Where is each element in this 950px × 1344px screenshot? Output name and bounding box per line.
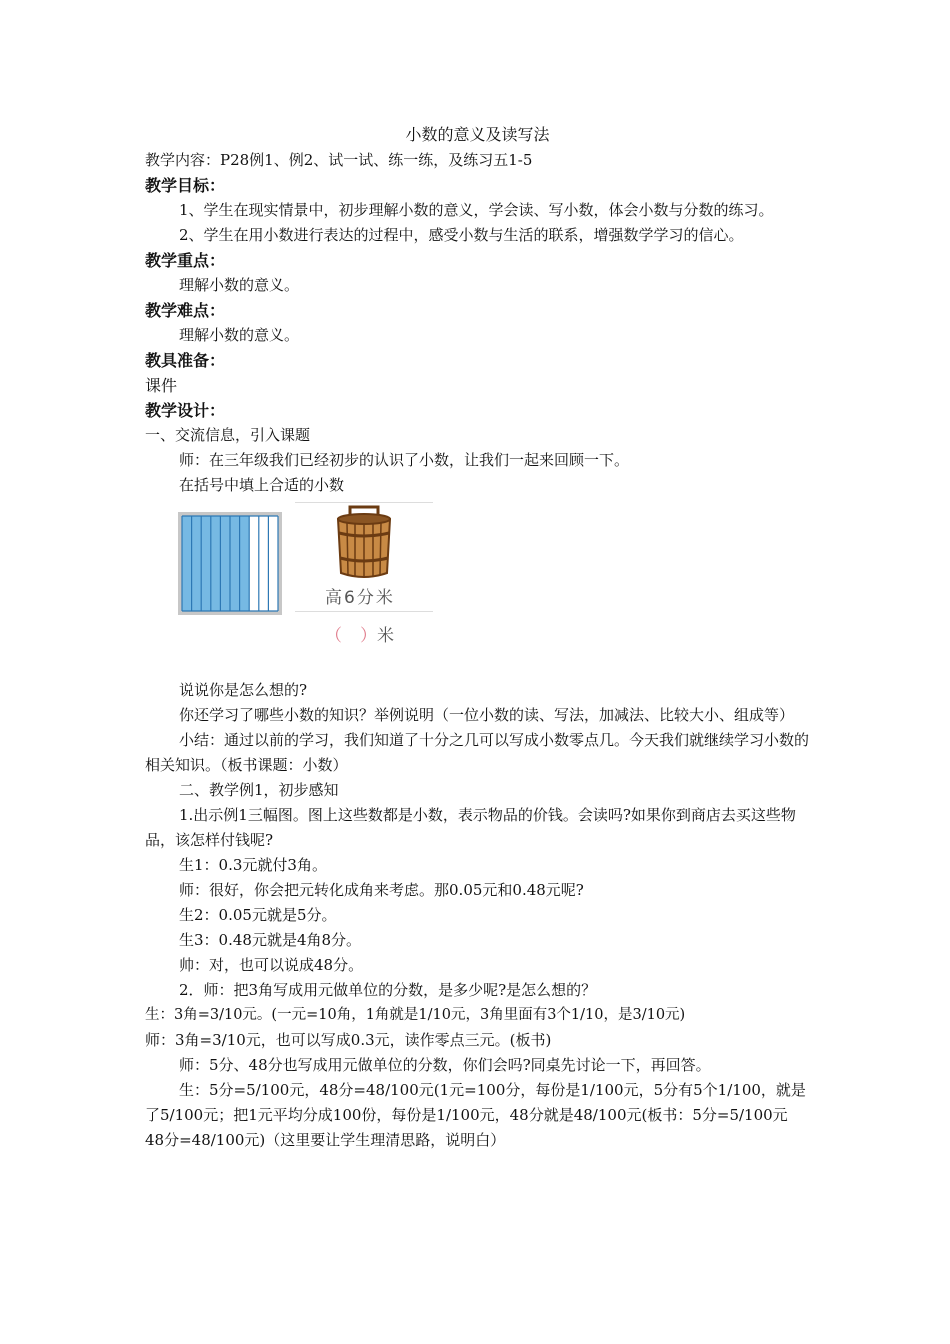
caption-divider	[295, 611, 433, 612]
paragraph: 说说你是怎么想的?	[179, 681, 308, 699]
design-heading: 教学设计：	[145, 401, 226, 420]
paragraph: 师：5分、48分也写成用元做单位的分数，你们会吗?同桌先讨论一下，再回答。	[179, 1056, 711, 1074]
paragraph: 师：很好，你会把元转化成角来考虑。那0.05元和0.48元呢?	[179, 881, 584, 899]
bucket-icon	[295, 503, 433, 583]
paragraph: 生3：0.48元就是4角8分。	[179, 931, 362, 949]
paragraph: 生1：0.3元就付3角。	[179, 856, 327, 874]
answer-blank	[325, 621, 394, 646]
document-page	[145, 122, 810, 1153]
paragraph: 师：3角=3/10元，也可以写成0.3元，读作零点三元。(板书)	[145, 1031, 552, 1049]
section-2-heading: 二、教学例1，初步感知	[179, 781, 339, 799]
bucket-figure	[295, 502, 433, 651]
goal-1: 1、学生在现实情景中，初步理解小数的意义，学会读、写小数，体会小数与分数的练习。	[179, 201, 774, 219]
paragraph: 帅：对，也可以说成48分。	[179, 956, 364, 974]
tenths-grid-figure	[178, 512, 282, 615]
paragraph: 2．师：把3角写成用元做单位的分数，是多少呢?是怎么想的？	[179, 981, 597, 999]
difficulty-text: 理解小数的意义。	[179, 326, 300, 344]
paragraph: 1.出示例1三幅图。图上这些数都是小数，表示物品的价钱。会读吗?如果你到商店去买这些物品，该怎样付钱呢?	[145, 806, 796, 849]
tools-heading: 教具准备：	[145, 351, 226, 370]
bucket-caption: 高6分米	[325, 588, 395, 608]
tools-text: 课件	[145, 376, 178, 395]
document-title: 小数的意义及读写法	[405, 125, 550, 144]
paragraph: 你还学习了哪些小数的知识？举例说明（一位小数的读、写法，加减法、比较大小、组成等）	[179, 706, 795, 724]
paragraph: 生：3角=3/10元。(一元=10角，1角就是1/10元，3角里面有3个1/10，是3/10元)	[145, 1007, 686, 1023]
paragraph: 师：在三年级我们已经初步的认识了小数，让我们一起来回顾一下。	[179, 451, 630, 469]
answer-open-paren: （	[325, 626, 342, 646]
paragraph: 生2：0.05元就是5分。	[179, 906, 337, 924]
goal-2: 2、学生在用小数进行表达的过程中，感受小数与生活的联系，增强数学学习的信心。	[179, 226, 744, 244]
paragraph: 小结：通过以前的学习，我们知道了十分之几可以写成小数零点几。今天我们就继续学习小数的相关知识。（板书课题：小数）	[145, 731, 810, 774]
key-heading: 教学重点：	[145, 251, 226, 270]
difficulty-heading: 教学难点：	[145, 301, 226, 320]
key-text: 理解小数的意义。	[179, 276, 300, 294]
paragraph: 生：5分=5/100元，48分=48/100元(1元=100分，每份是1/100元，5分有5个1/100，就是了5/100元；把1元平均分成100份，每份是1/100元，48分就是48/100元(板书：5分=5/100元 48分=48/100元)（这里要让学生理清思路，说明白）	[145, 1081, 806, 1149]
content-line: 教学内容：P28例1、例2、试一试、练一练，及练习五1-5	[145, 151, 533, 169]
section-1-heading: 一、交流信息，引入课题	[145, 426, 311, 444]
goals-heading: 教学目标：	[145, 176, 226, 195]
figures	[145, 502, 810, 652]
answer-close-paren: ）	[360, 626, 377, 646]
paragraph: 在括号中填上合适的小数	[179, 476, 345, 494]
answer-unit: 米	[377, 626, 394, 646]
